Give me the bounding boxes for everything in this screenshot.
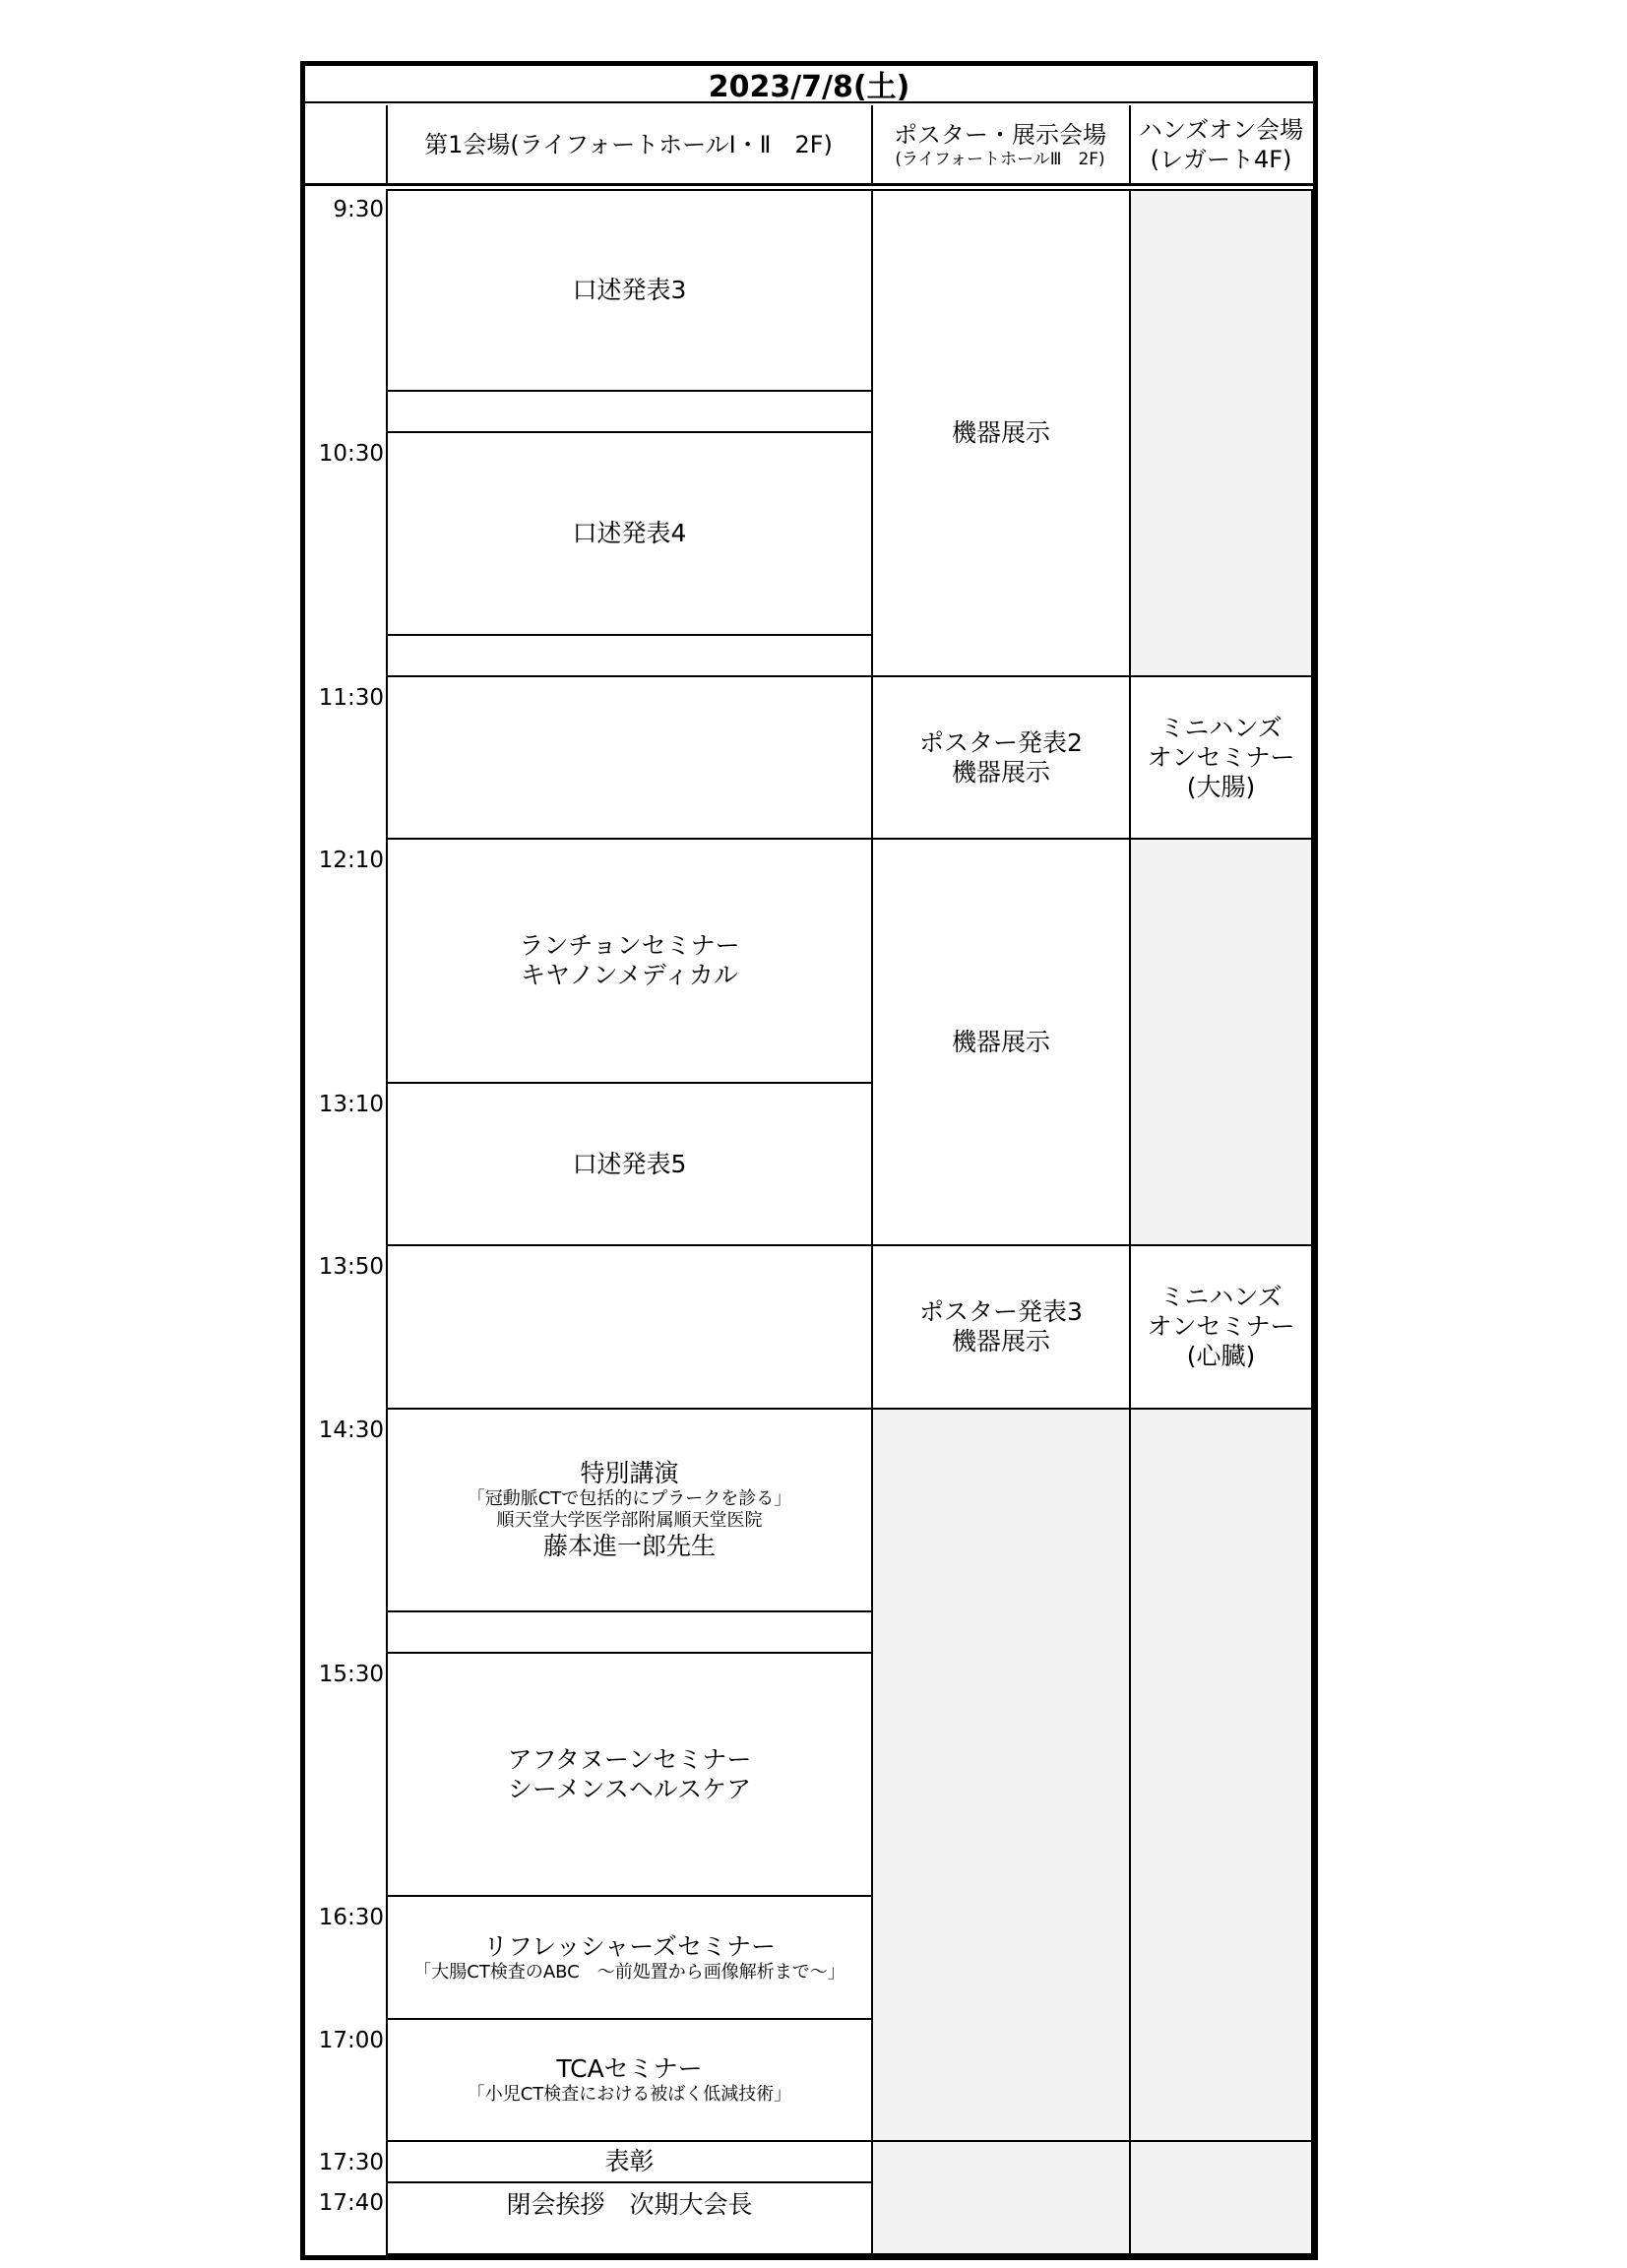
header-divider	[871, 105, 873, 186]
unused-slot	[871, 2140, 1131, 2255]
unused-slot	[1129, 838, 1313, 1246]
unused-slot	[1129, 1408, 1313, 2142]
break-slot	[386, 634, 873, 677]
header-handson	[1129, 105, 1313, 184]
time-label: 17:00	[318, 2028, 384, 2053]
session-title: TCAセミナー	[556, 2054, 703, 2083]
time-label: 11:30	[318, 685, 384, 711]
session-title: 口述発表3	[572, 276, 687, 304]
session-title: 口述発表4	[572, 519, 687, 547]
header-poster-sublabel: (ライフォートホールⅢ 2F)	[895, 150, 1105, 169]
session-subtitle: 機器展示	[951, 757, 1050, 787]
time-label: 17:30	[318, 2150, 384, 2175]
session-title: ミニハンズ	[1159, 713, 1283, 742]
time-label: 12:10	[318, 848, 384, 873]
session-title: 口述発表5	[572, 1149, 687, 1178]
speaker-affiliation: 順天堂大学医学部附属順天堂医院	[496, 1510, 763, 1531]
empty-slot	[386, 1244, 873, 1410]
schedule-date: 2023/7/8(土)	[305, 66, 1313, 103]
session-title: ポスター発表3	[919, 1297, 1083, 1326]
session-oral-5	[386, 1082, 873, 1246]
break-slot	[386, 390, 873, 433]
unused-slot	[1129, 2140, 1313, 2255]
header-venue1-label: 第1会場(ライフォートホールⅠ・Ⅱ 2F)	[424, 131, 833, 158]
session-tca-seminar	[386, 2018, 873, 2142]
session-subtitle: (心臓)	[1186, 1342, 1256, 1370]
session-special-lecture	[386, 1408, 873, 1612]
session-title: オンセミナー	[1147, 742, 1295, 772]
poster-exhibit-block	[871, 189, 1131, 677]
session-title: リフレッシャーズセミナー	[482, 1931, 776, 1961]
session-title: 特別講演	[580, 1459, 679, 1487]
schedule-sheet	[300, 61, 1324, 2268]
header-handson-sublabel: (レガート4F)	[1150, 146, 1292, 173]
poster-session-3	[871, 1244, 1131, 1410]
session-subtitle: 機器展示	[951, 1327, 1050, 1355]
time-label: 17:40	[318, 2190, 384, 2216]
unused-slot	[1129, 189, 1313, 677]
header-handson-label: ハンズオン会場	[1138, 116, 1304, 144]
session-title: 閉会挨拶 次期大会長	[506, 2189, 753, 2219]
empty-slot	[386, 675, 873, 840]
session-title: ポスター発表2	[919, 727, 1083, 757]
session-topic: 「小児CT検査における被ばく低減技術」	[467, 2084, 792, 2105]
session-closing	[386, 2181, 873, 2255]
break-slot	[386, 1610, 873, 1654]
session-luncheon-seminar	[386, 838, 873, 1084]
session-oral-3	[386, 189, 873, 392]
header-bottom-rule	[300, 183, 1318, 186]
handson-mini-seminar-colon	[1129, 675, 1313, 840]
time-label: 13:50	[318, 1254, 384, 1280]
speaker-name: 藤本進一郎先生	[542, 1532, 716, 1560]
header-venue1	[386, 105, 871, 184]
session-title: オンセミナー	[1147, 1312, 1295, 1341]
session-subtitle: (大腸)	[1186, 772, 1256, 801]
session-sponsor: シーメンスヘルスケア	[507, 1774, 752, 1803]
handson-mini-seminar-heart	[1129, 1244, 1313, 1410]
session-afternoon-seminar	[386, 1652, 873, 1897]
time-label: 9:30	[333, 197, 384, 222]
header-divider	[1129, 105, 1131, 186]
header-divider	[386, 105, 388, 186]
time-label: 13:10	[318, 1092, 384, 1117]
time-label: 14:30	[318, 1418, 384, 1443]
session-title: ランチョンセミナー	[519, 931, 740, 960]
session-title: 機器展示	[951, 418, 1050, 447]
session-title: 表彰	[604, 2147, 655, 2175]
header-poster	[871, 105, 1129, 184]
session-oral-4	[386, 431, 873, 636]
unused-slot	[871, 1408, 1131, 2142]
time-label: 10:30	[318, 441, 384, 467]
poster-session-2	[871, 675, 1131, 840]
session-award	[386, 2140, 873, 2183]
session-refreshers-seminar	[386, 1895, 873, 2020]
session-sponsor: キヤノンメディカル	[521, 961, 738, 989]
session-topic: 「冠動脈CTで包括的にプラークを診る」	[467, 1488, 792, 1509]
poster-exhibit-block	[871, 838, 1131, 1246]
time-label: 15:30	[318, 1662, 384, 1687]
session-title: 機器展示	[951, 1027, 1050, 1056]
session-title: アフタヌーンセミナー	[507, 1744, 752, 1774]
header-poster-label: ポスター・展示会場	[894, 121, 1106, 149]
session-topic: 「大腸CT検査のABC ～前処置から画像解析まで～」	[413, 1961, 845, 1983]
time-label: 16:30	[318, 1905, 384, 1930]
session-title: ミニハンズ	[1159, 1283, 1283, 1311]
